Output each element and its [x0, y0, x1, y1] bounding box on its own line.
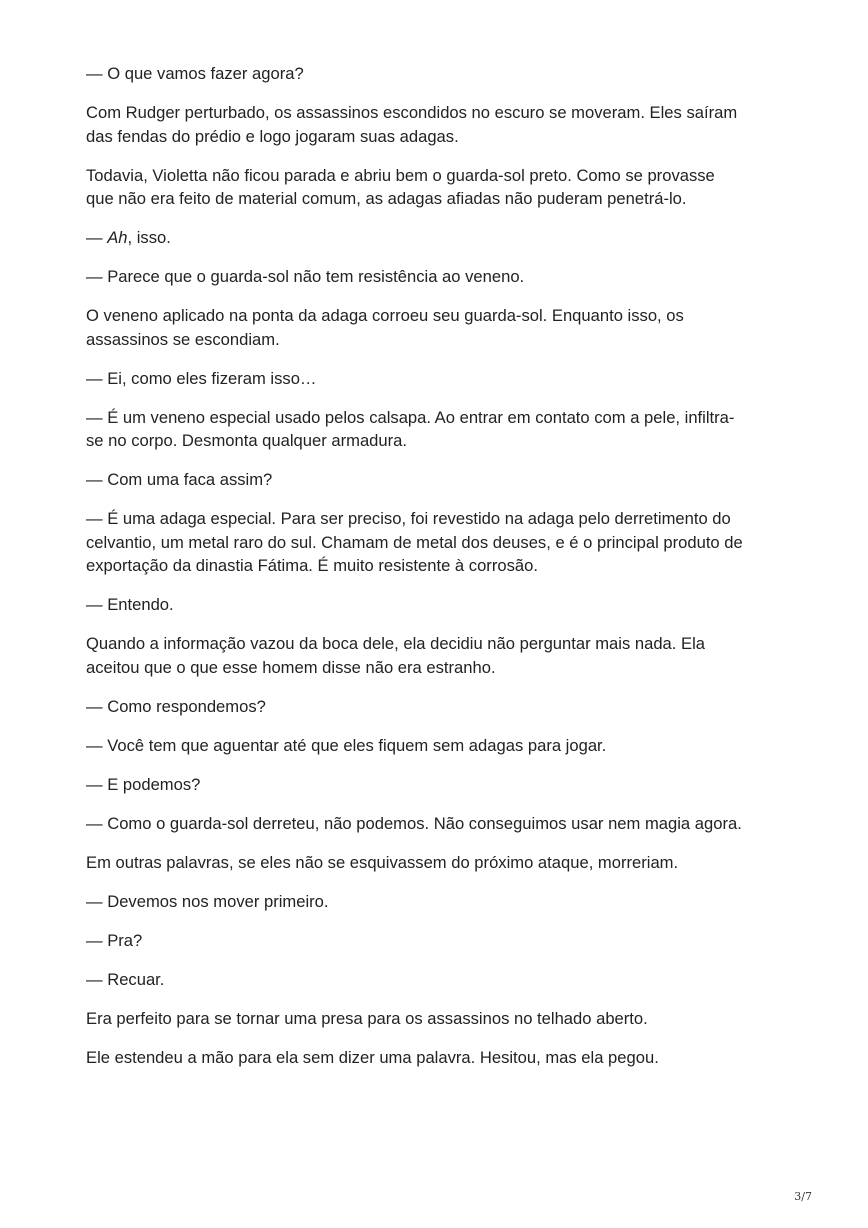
paragraph-13: — Como respondemos? — [86, 696, 266, 716]
paragraph-5: — Parece que o guarda-sol não tem resistência ao veneno. — [86, 267, 525, 286]
paragraph-21: Era perfeito para se tornar uma presa para os assassinos no telhado aberto. — [86, 1008, 648, 1028]
paragraph-1: — O que vamos fazer agora? — [86, 64, 304, 83]
page-number: 3/7 — [794, 1190, 812, 1203]
paragraph-14: — Você tem que aguentar até que eles fiquem sem adagas para jogar. — [86, 735, 607, 755]
paragraph-17: Em outras palavras, se eles não se esquivassem do próximo ataque, morreriam. — [86, 852, 679, 872]
paragraph-7: — Ei, como eles fizeram isso… — [86, 368, 317, 388]
paragraph-12: Quando a informação vazou da boca dele, ela decidiu não perguntar mais nada. Ela aceitou que o que esse homem disse não era estranho. — [86, 634, 705, 677]
paragraph-15: — E podemos? — [86, 774, 201, 794]
document-body — [86, 62, 786, 1085]
paragraph-11: — Entendo. — [86, 595, 174, 614]
paragraph-20: — Recuar. — [86, 969, 165, 989]
italic-interjection: Ah — [107, 228, 128, 247]
paragraph-10: — É uma adaga especial. Para ser preciso, foi revestido na adaga pelo derretimento do celvantio, um metal raro do sul. Chamam de metal dos deuses, e é o principal produto de exportação da dinastia Fátima. É muito resistente à corrosão. — [86, 509, 743, 575]
paragraph-18: — Devemos nos mover primeiro. — [86, 891, 329, 911]
paragraph-3: Todavia, Violetta não ficou parada e abriu bem o guarda-sol preto. Como se provasse que não era feito de material comum, as adagas afiadas não puderam penetrá-lo. — [86, 165, 715, 208]
paragraph-9: — Com uma faca assim? — [86, 470, 273, 489]
paragraph-19: — Pra? — [86, 930, 143, 950]
paragraph-16: — Como o guarda-sol derreteu, não podemos. Não conseguimos usar nem magia agora. — [86, 813, 742, 833]
paragraph-4: — Ah, isso. — [86, 228, 171, 247]
paragraph-2: Com Rudger perturbado, os assassinos escondidos no escuro se moveram. Eles saíram das fendas do prédio e logo jogaram suas adagas. — [86, 103, 738, 146]
paragraph-22: Ele estendeu a mão para ela sem dizer uma palavra. Hesitou, mas ela pegou. — [86, 1047, 659, 1067]
paragraph-8: — É um veneno especial usado pelos calsapa. Ao entrar em contato com a pele, infiltra- se no corpo. Desmonta qualquer armadura. — [86, 407, 735, 450]
paragraph-6: O veneno aplicado na ponta da adaga corroeu seu guarda-sol. Enquanto isso, os assassinos se escondiam. — [86, 306, 684, 349]
